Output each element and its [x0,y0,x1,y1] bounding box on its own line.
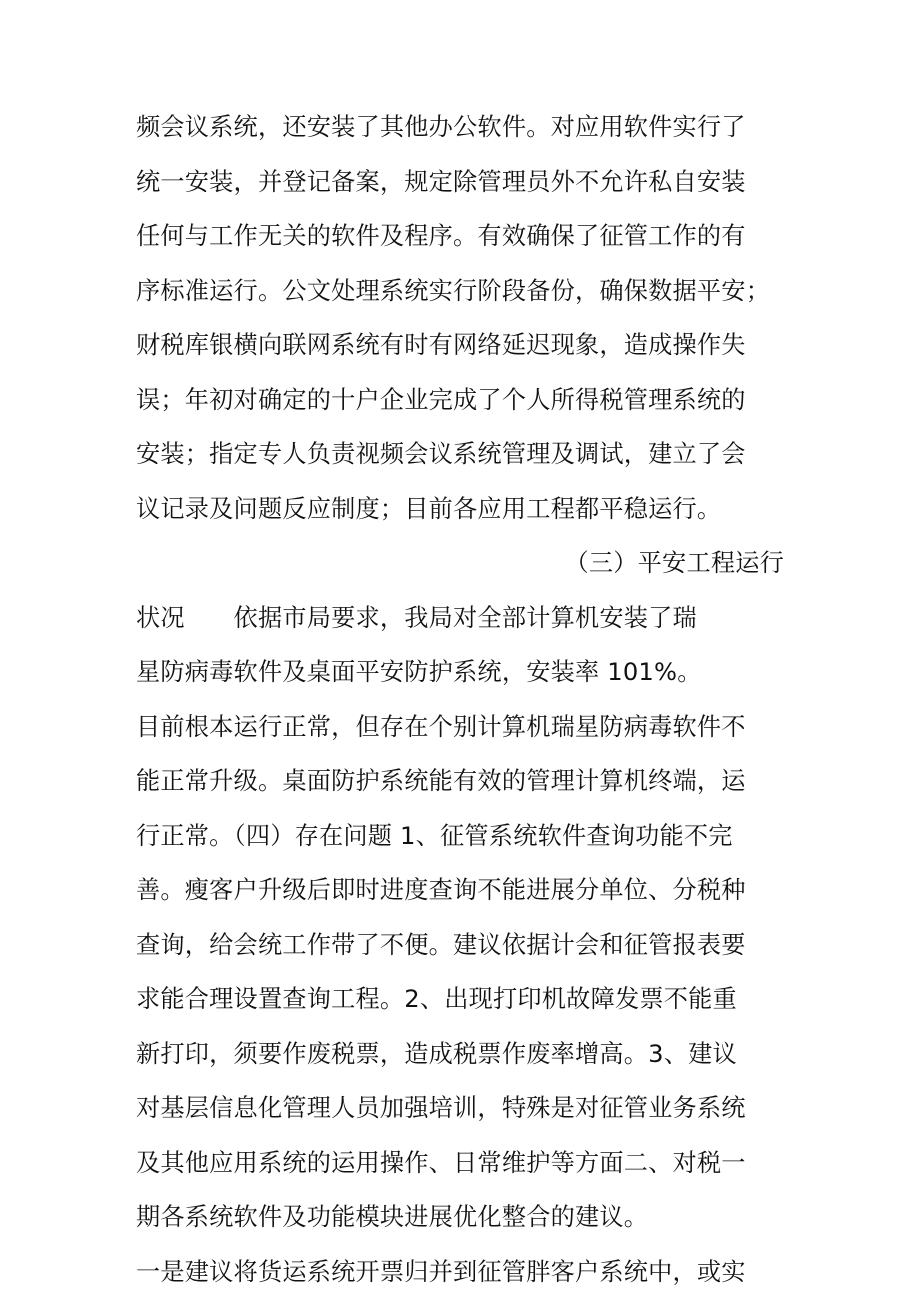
text-line: 对基层信息化管理人员加强培训，特殊是对征管业务系统 [136,1094,746,1122]
text-line: 状况 依据市局要求，我局对全部计算机安装了瑞 [136,604,697,632]
text-line: 议记录及问题反应制度；目前各应用工程都平稳运行。 [136,495,722,523]
text-line: 行正常。（四）存在问题 1、征管系统软件查询功能不完 [136,822,733,850]
text-line: 序标准运行。公文处理系统实行阶段备份，确保数据平安； [136,277,771,305]
text-line: 统一安装，并登记备案，规定除管理员外不允许私自安装 [136,168,746,196]
text-line: 能正常升级。桌面防护系统能有效的管理计算机终端，运 [136,767,746,795]
text-line: 星防病毒软件及桌面平安防护系统，安装率 101%。 [136,658,702,686]
text-line: 期各系统软件及功能模块进展优化整合的建议。 [136,1203,649,1231]
section-heading: （三）平安工程运行 [564,549,784,577]
text-line: 善。瘦客户升级后即时进度查询不能进展分单位、分税种 [136,876,746,904]
text-line: 任何与工作无关的软件及程序。有效确保了征管工作的有 [136,222,746,250]
text-line: 频会议系统，还安装了其他办公软件。对应用软件实行了 [136,113,746,141]
text-line: 财税库银横向联网系统有时有网络延迟现象，造成操作失 [136,331,746,359]
text-line: 新打印，须要作废税票，造成税票作废率增高。3、建议 [136,1040,737,1068]
text-line: 及其他应用系统的运用操作、日常维护等方面二、对税一 [136,1149,746,1177]
text-line: 安装；指定专人负责视频会议系统管理及调试，建立了会 [136,440,746,468]
text-line: 一是建议将货运系统开票归并到征管胖客户系统中，或实 [136,1258,746,1286]
text-line: 目前根本运行正常，但存在个别计算机瑞星防病毒软件不 [136,713,746,741]
text-line: 误；年初对确定的十户企业完成了个人所得税管理系统的 [136,386,746,414]
text-line: 求能合理设置查询工程。2、出现打印机故障发票不能重 [136,985,737,1013]
text-line: 查询，给会统工作带了不便。建议依据计会和征管报表要 [136,931,746,959]
